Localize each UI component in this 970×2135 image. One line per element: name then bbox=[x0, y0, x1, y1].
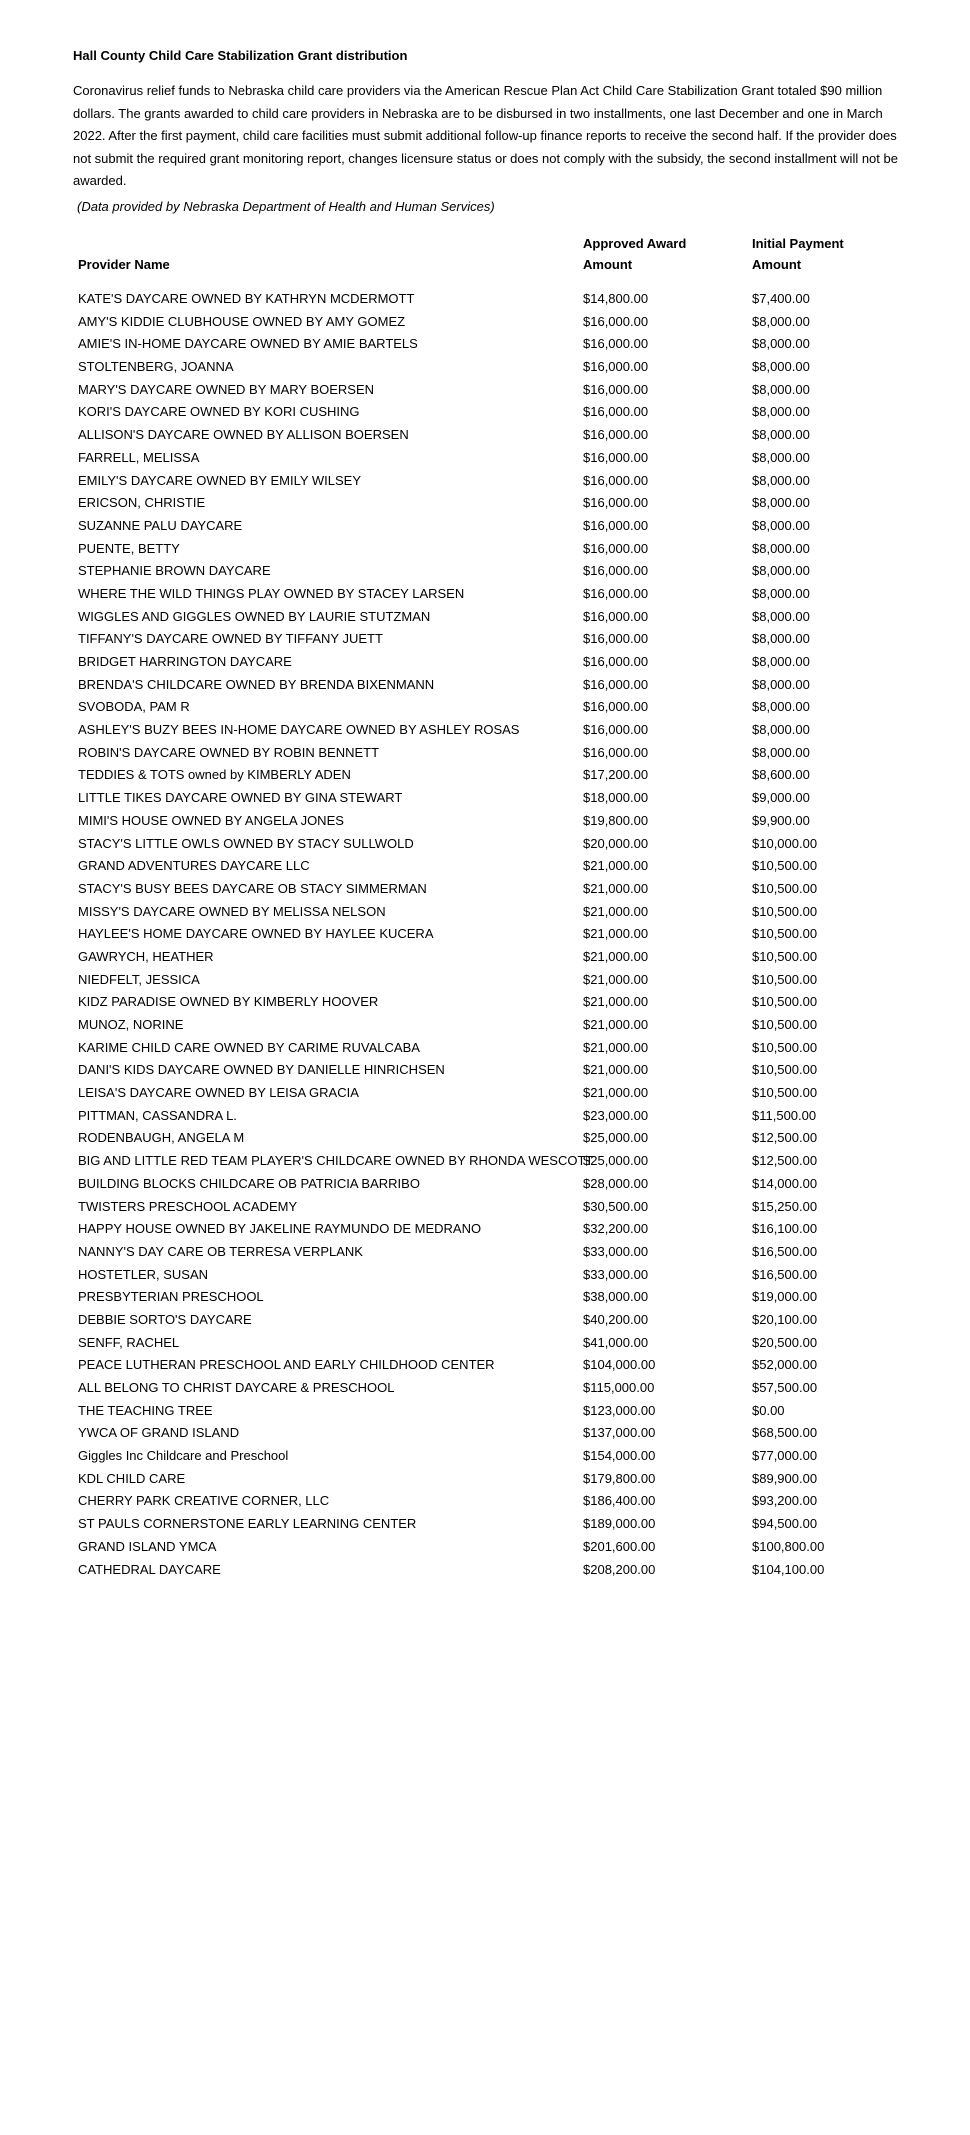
approved-award-cell: $33,000.00 bbox=[583, 1243, 649, 1259]
initial-payment-cell: $7,400.00 bbox=[752, 291, 810, 306]
table-row bbox=[73, 1332, 903, 1355]
initial-payment-cell: $8,000.00 bbox=[752, 608, 810, 624]
approved-award-cell: $16,000.00 bbox=[583, 336, 649, 352]
initial-payment-cell: $9,000.00 bbox=[752, 790, 810, 806]
provider-name-cell: ALLISON'S DAYCARE OWNED BY ALLISON BOERSEN bbox=[78, 427, 409, 443]
approved-award-cell: $16,000.00 bbox=[583, 699, 649, 715]
approved-award-cell: $208,200.00 bbox=[583, 1561, 656, 1577]
provider-name-cell: STOLTENBERG, JOANNA bbox=[78, 359, 234, 375]
provider-name-cell: ST PAULS CORNERSTONE EARLY LEARNING CENTER bbox=[78, 1516, 417, 1532]
provider-name-cell: PEACE LUTHERAN PRESCHOOL AND EARLY CHILDHOOD CENTER bbox=[78, 1357, 495, 1373]
approved-award-cell: $41,000.00 bbox=[583, 1334, 649, 1350]
approved-award-cell: $21,000.00 bbox=[583, 858, 649, 874]
approved-award-cell: $16,000.00 bbox=[583, 381, 649, 397]
initial-payment-cell: $8,000.00 bbox=[752, 313, 810, 329]
initial-payment-cell: $10,500.00 bbox=[752, 948, 818, 964]
table-row bbox=[73, 1559, 903, 1582]
initial-payment-cell: $89,900.00 bbox=[752, 1470, 818, 1486]
table-row bbox=[73, 878, 903, 901]
approved-award-cell: $137,000.00 bbox=[583, 1425, 656, 1441]
provider-name-cell: MUNOZ, NORINE bbox=[78, 1017, 184, 1032]
header-initial-payment-line1: Initial Payment bbox=[752, 236, 844, 251]
table-row bbox=[73, 1127, 903, 1150]
table-row bbox=[73, 401, 903, 424]
table-row bbox=[73, 492, 903, 515]
provider-name-cell: DEBBIE SORTO'S DAYCARE bbox=[78, 1311, 252, 1327]
approved-award-cell: $21,000.00 bbox=[583, 880, 649, 896]
initial-payment-cell: $12,500.00 bbox=[752, 1130, 818, 1146]
provider-name-cell: BRIDGET HARRINGTON DAYCARE bbox=[78, 654, 292, 669]
table-row bbox=[73, 560, 903, 583]
initial-payment-cell: $8,000.00 bbox=[752, 654, 810, 669]
provider-name-cell: WHERE THE WILD THINGS PLAY OWNED BY STACEY LARSEN bbox=[78, 585, 465, 601]
initial-payment-cell: $93,200.00 bbox=[752, 1493, 818, 1509]
provider-name-cell: ROBIN'S DAYCARE OWNED BY ROBIN BENNETT bbox=[78, 744, 380, 760]
approved-award-cell: $16,000.00 bbox=[583, 427, 649, 443]
approved-award-cell: $40,200.00 bbox=[583, 1311, 649, 1327]
table-row bbox=[73, 651, 903, 674]
approved-award-cell: $21,000.00 bbox=[583, 1039, 649, 1055]
table-row bbox=[73, 515, 903, 538]
table-row bbox=[73, 1468, 903, 1491]
initial-payment-cell: $104,100.00 bbox=[752, 1561, 825, 1577]
initial-payment-cell: $10,500.00 bbox=[752, 994, 818, 1010]
provider-name-cell: ASHLEY'S BUZY BEES IN-HOME DAYCARE OWNED BY ASHLEY ROSAS bbox=[78, 722, 520, 738]
table-row bbox=[73, 606, 903, 629]
initial-payment-cell: $10,500.00 bbox=[752, 971, 818, 987]
approved-award-cell: $28,000.00 bbox=[583, 1175, 649, 1191]
approved-award-cell: $23,000.00 bbox=[583, 1107, 649, 1123]
provider-name-cell: PUENTE, BETTY bbox=[78, 540, 180, 556]
table-row bbox=[73, 719, 903, 742]
approved-award-cell: $25,000.00 bbox=[583, 1130, 649, 1146]
approved-award-cell: $179,800.00 bbox=[583, 1470, 656, 1486]
provider-name-cell: SENFF, RACHEL bbox=[78, 1334, 180, 1350]
approved-award-cell: $14,800.00 bbox=[583, 291, 649, 306]
table-row bbox=[73, 1082, 903, 1105]
table-row bbox=[73, 333, 903, 356]
initial-payment-cell: $20,100.00 bbox=[752, 1311, 818, 1327]
table-row bbox=[73, 1150, 903, 1173]
provider-name-cell: HAYLEE'S HOME DAYCARE OWNED BY HAYLEE KUCERA bbox=[78, 926, 434, 942]
provider-name-cell: CATHEDRAL DAYCARE bbox=[78, 1561, 221, 1577]
initial-payment-cell: $8,000.00 bbox=[752, 359, 810, 375]
provider-name-cell: GRAND ISLAND YMCA bbox=[78, 1538, 217, 1554]
approved-award-cell: $186,400.00 bbox=[583, 1493, 656, 1509]
approved-award-cell: $16,000.00 bbox=[583, 654, 649, 669]
provider-name-cell: TWISTERS PRESCHOOL ACADEMY bbox=[78, 1198, 298, 1214]
table-row bbox=[73, 1059, 903, 1082]
provider-name-cell: LEISA'S DAYCARE OWNED BY LEISA GRACIA bbox=[78, 1085, 359, 1101]
provider-name-cell: ERICSON, CHRISTIE bbox=[78, 495, 206, 511]
table-row bbox=[73, 696, 903, 719]
provider-name-cell: THE TEACHING TREE bbox=[78, 1402, 213, 1418]
initial-payment-cell: $68,500.00 bbox=[752, 1425, 818, 1441]
provider-name-cell: KARIME CHILD CARE OWNED BY CARIME RUVALCABA bbox=[78, 1039, 420, 1055]
approved-award-cell: $104,000.00 bbox=[583, 1357, 656, 1373]
approved-award-cell: $201,600.00 bbox=[583, 1538, 656, 1554]
initial-payment-cell: $10,500.00 bbox=[752, 1017, 818, 1032]
initial-payment-cell: $8,000.00 bbox=[752, 517, 810, 533]
provider-name-cell: EMILY'S DAYCARE OWNED BY EMILY WILSEY bbox=[78, 472, 362, 488]
intro-paragraph: Coronavirus relief funds to Nebraska child care providers via the American Rescue Plan Act Child Care Stabilization Grant totaled $90 million dollars. The grants awarded to child care providers in Nebraska are to be disbursed in two installments, one last December and one in March 2022. After the first payment, child care facilities must submit additional follow-up finance reports to receive the second half. If the provider does not submit the required grant monitoring report, changes licensure status or does not comply with the subsidy, the second installment will not be awarded. bbox=[73, 83, 898, 188]
initial-payment-cell: $57,500.00 bbox=[752, 1380, 818, 1395]
initial-payment-cell: $9,900.00 bbox=[752, 812, 810, 828]
approved-award-cell: $21,000.00 bbox=[583, 1062, 649, 1078]
provider-name-cell: Giggles Inc Childcare and Preschool bbox=[78, 1448, 289, 1464]
approved-award-cell: $21,000.00 bbox=[583, 971, 649, 987]
approved-award-cell: $21,000.00 bbox=[583, 1017, 649, 1032]
provider-name-cell: HAPPY HOUSE OWNED BY JAKELINE RAYMUNDO DE MEDRANO bbox=[78, 1221, 482, 1237]
approved-award-cell: $19,800.00 bbox=[583, 812, 649, 828]
table-row bbox=[73, 946, 903, 969]
approved-award-cell: $16,000.00 bbox=[583, 517, 649, 533]
table-row bbox=[73, 288, 903, 311]
header-approved-award-line2: Amount bbox=[583, 257, 633, 272]
table-row bbox=[73, 1037, 903, 1060]
table-row bbox=[73, 1014, 903, 1037]
initial-payment-cell: $14,000.00 bbox=[752, 1175, 818, 1191]
approved-award-cell: $16,000.00 bbox=[583, 563, 649, 579]
table-row bbox=[73, 1400, 903, 1423]
initial-payment-cell: $8,000.00 bbox=[752, 449, 810, 465]
approved-award-cell: $18,000.00 bbox=[583, 790, 649, 806]
approved-award-cell: $123,000.00 bbox=[583, 1402, 656, 1418]
approved-award-cell: $16,000.00 bbox=[583, 744, 649, 760]
approved-award-cell: $16,000.00 bbox=[583, 404, 649, 420]
provider-name-cell: HOSTETLER, SUSAN bbox=[78, 1266, 209, 1282]
approved-award-cell: $16,000.00 bbox=[583, 449, 649, 465]
table-row bbox=[73, 379, 903, 402]
initial-payment-cell: $10,500.00 bbox=[752, 926, 818, 942]
provider-name-cell: STEPHANIE BROWN DAYCARE bbox=[78, 563, 271, 579]
table-row bbox=[73, 787, 903, 810]
initial-payment-cell: $8,000.00 bbox=[752, 699, 810, 715]
table-row bbox=[73, 470, 903, 493]
provider-name-cell: BUILDING BLOCKS CHILDCARE OB PATRICIA BARRIBO bbox=[78, 1175, 420, 1191]
table-row bbox=[73, 1196, 903, 1219]
initial-payment-cell: $10,000.00 bbox=[752, 835, 818, 851]
provider-name-cell: KIDZ PARADISE OWNED BY KIMBERLY HOOVER bbox=[78, 994, 379, 1010]
approved-award-cell: $189,000.00 bbox=[583, 1516, 656, 1532]
approved-award-cell: $16,000.00 bbox=[583, 313, 649, 329]
provider-name-cell: TEDDIES & TOTS owned by KIMBERLY ADEN bbox=[78, 767, 351, 783]
table-row bbox=[73, 1377, 903, 1400]
table-row bbox=[73, 1241, 903, 1264]
table-row bbox=[73, 1536, 903, 1559]
header-initial-payment-line2: Amount bbox=[752, 257, 802, 272]
initial-payment-cell: $0.00 bbox=[752, 1402, 785, 1418]
approved-award-cell: $115,000.00 bbox=[583, 1380, 655, 1395]
provider-name-cell: NANNY'S DAY CARE OB TERRESA VERPLANK bbox=[78, 1243, 363, 1259]
table-row bbox=[73, 1105, 903, 1128]
initial-payment-cell: $10,500.00 bbox=[752, 1039, 818, 1055]
initial-payment-cell: $16,500.00 bbox=[752, 1243, 818, 1259]
initial-payment-cell: $8,000.00 bbox=[752, 404, 810, 420]
provider-name-cell: GRAND ADVENTURES DAYCARE LLC bbox=[78, 858, 310, 874]
provider-name-cell: KATE'S DAYCARE OWNED BY KATHRYN MCDERMOTT bbox=[78, 291, 415, 306]
initial-payment-cell: $8,000.00 bbox=[752, 585, 810, 601]
table-row bbox=[73, 833, 903, 856]
initial-payment-cell: $8,000.00 bbox=[752, 744, 810, 760]
approved-award-cell: $21,000.00 bbox=[583, 948, 649, 964]
provider-name-cell: KDL CHILD CARE bbox=[78, 1470, 186, 1486]
approved-award-cell: $16,000.00 bbox=[583, 631, 649, 647]
approved-award-cell: $16,000.00 bbox=[583, 585, 649, 601]
initial-payment-cell: $10,500.00 bbox=[752, 1062, 818, 1078]
provider-name-cell: MARY'S DAYCARE OWNED BY MARY BOERSEN bbox=[78, 381, 375, 397]
approved-award-cell: $20,000.00 bbox=[583, 835, 649, 851]
header-approved-award bbox=[583, 233, 686, 275]
initial-payment-cell: $10,500.00 bbox=[752, 880, 818, 896]
approved-award-cell: $32,200.00 bbox=[583, 1221, 649, 1237]
table-row bbox=[73, 1422, 903, 1445]
initial-payment-cell: $8,000.00 bbox=[752, 563, 810, 579]
initial-payment-cell: $94,500.00 bbox=[752, 1516, 818, 1532]
approved-award-cell: $16,000.00 bbox=[583, 722, 649, 738]
initial-payment-cell: $11,500.00 bbox=[752, 1107, 817, 1123]
initial-payment-cell: $8,000.00 bbox=[752, 722, 810, 738]
initial-payment-cell: $12,500.00 bbox=[752, 1153, 818, 1169]
initial-payment-cell: $10,500.00 bbox=[752, 903, 818, 919]
initial-payment-cell: $15,250.00 bbox=[752, 1198, 818, 1214]
table-row bbox=[73, 764, 903, 787]
table-row bbox=[73, 674, 903, 697]
initial-payment-cell: $8,000.00 bbox=[752, 540, 810, 556]
table-row bbox=[73, 447, 903, 470]
initial-payment-cell: $77,000.00 bbox=[752, 1448, 818, 1464]
table-row bbox=[73, 901, 903, 924]
provider-name-cell: GAWRYCH, HEATHER bbox=[78, 948, 214, 964]
table-row bbox=[73, 742, 903, 765]
initial-payment-cell: $100,800.00 bbox=[752, 1538, 825, 1554]
table-row bbox=[73, 1490, 903, 1513]
initial-payment-cell: $8,000.00 bbox=[752, 631, 810, 647]
table-row bbox=[73, 1513, 903, 1536]
provider-name-cell: NIEDFELT, JESSICA bbox=[78, 971, 200, 987]
approved-award-cell: $33,000.00 bbox=[583, 1266, 649, 1282]
approved-award-cell: $16,000.00 bbox=[583, 676, 649, 692]
initial-payment-cell: $8,000.00 bbox=[752, 381, 810, 397]
source-note: (Data provided by Nebraska Department of Health and Human Services) bbox=[77, 199, 495, 214]
table-row bbox=[73, 1309, 903, 1332]
provider-name-cell: STACY'S LITTLE OWLS OWNED BY STACY SULLWOLD bbox=[78, 835, 414, 851]
approved-award-cell: $16,000.00 bbox=[583, 495, 649, 511]
table-row bbox=[73, 424, 903, 447]
table-row bbox=[73, 628, 903, 651]
initial-payment-cell: $8,000.00 bbox=[752, 676, 810, 692]
initial-payment-cell: $10,500.00 bbox=[752, 858, 818, 874]
provider-name-cell: MIMI'S HOUSE OWNED BY ANGELA JONES bbox=[78, 812, 344, 828]
table-row bbox=[73, 1173, 903, 1196]
approved-award-cell: $16,000.00 bbox=[583, 540, 649, 556]
initial-payment-cell: $8,000.00 bbox=[752, 427, 810, 443]
provider-name-cell: SUZANNE PALU DAYCARE bbox=[78, 517, 243, 533]
provider-name-cell: AMIE'S IN-HOME DAYCARE OWNED BY AMIE BARTELS bbox=[78, 336, 418, 352]
table-row bbox=[73, 538, 903, 561]
approved-award-cell: $25,000.00 bbox=[583, 1153, 649, 1169]
initial-payment-cell: $16,500.00 bbox=[752, 1266, 818, 1282]
table-row bbox=[73, 1218, 903, 1241]
provider-name-cell: YWCA OF GRAND ISLAND bbox=[78, 1425, 240, 1441]
provider-name-cell: STACY'S BUSY BEES DAYCARE OB STACY SIMMERMAN bbox=[78, 880, 427, 896]
table-row bbox=[73, 1445, 903, 1468]
provider-name-cell: PRESBYTERIAN PRESCHOOL bbox=[78, 1289, 264, 1305]
header-approved-award-line1: Approved Award bbox=[583, 236, 687, 251]
table-body bbox=[73, 288, 903, 1581]
table-row bbox=[73, 1354, 903, 1377]
provider-name-cell: KORI'S DAYCARE OWNED BY KORI CUSHING bbox=[78, 404, 360, 420]
provider-name-cell: WIGGLES AND GIGGLES OWNED BY LAURIE STUTZMAN bbox=[78, 608, 431, 624]
provider-name-cell: DANI'S KIDS DAYCARE OWNED BY DANIELLE HINRICHSEN bbox=[78, 1062, 445, 1078]
initial-payment-cell: $8,600.00 bbox=[752, 767, 810, 783]
initial-payment-cell: $8,000.00 bbox=[752, 336, 810, 352]
provider-name-cell: SVOBODA, PAM R bbox=[78, 699, 190, 715]
provider-name-cell: LITTLE TIKES DAYCARE OWNED BY GINA STEWART bbox=[78, 790, 403, 806]
provider-name-cell: PITTMAN, CASSANDRA L. bbox=[78, 1107, 237, 1123]
initial-payment-cell: $10,500.00 bbox=[752, 1085, 818, 1101]
table-row bbox=[73, 991, 903, 1014]
approved-award-cell: $16,000.00 bbox=[583, 472, 649, 488]
provider-name-cell: BIG AND LITTLE RED TEAM PLAYER'S CHILDCARE OWNED BY RHONDA WESCOTT bbox=[78, 1153, 594, 1169]
table-row bbox=[73, 583, 903, 606]
provider-name-cell: RODENBAUGH, ANGELA M bbox=[78, 1130, 245, 1146]
approved-award-cell: $16,000.00 bbox=[583, 359, 649, 375]
provider-name-cell: TIFFANY'S DAYCARE OWNED BY TIFFANY JUETT bbox=[78, 631, 383, 647]
approved-award-cell: $21,000.00 bbox=[583, 903, 649, 919]
header-initial-payment bbox=[752, 233, 844, 275]
initial-payment-cell: $16,100.00 bbox=[752, 1221, 818, 1237]
approved-award-cell: $21,000.00 bbox=[583, 926, 649, 942]
initial-payment-cell: $20,500.00 bbox=[752, 1334, 818, 1350]
initial-payment-cell: $8,000.00 bbox=[752, 472, 810, 488]
provider-name-cell: FARRELL, MELISSA bbox=[78, 449, 200, 465]
approved-award-cell: $21,000.00 bbox=[583, 1085, 649, 1101]
table-row bbox=[73, 855, 903, 878]
approved-award-cell: $154,000.00 bbox=[583, 1448, 656, 1464]
table-row bbox=[73, 969, 903, 992]
table-row bbox=[73, 356, 903, 379]
provider-name-cell: BRENDA'S CHILDCARE OWNED BY BRENDA BIXENMANN bbox=[78, 676, 435, 692]
table-row bbox=[73, 810, 903, 833]
approved-award-cell: $21,000.00 bbox=[583, 994, 649, 1010]
provider-name-cell: MISSY'S DAYCARE OWNED BY MELISSA NELSON bbox=[78, 903, 386, 919]
header-provider-name: Provider Name bbox=[78, 257, 170, 272]
approved-award-cell: $38,000.00 bbox=[583, 1289, 649, 1305]
provider-name-cell: ALL BELONG TO CHRIST DAYCARE & PRESCHOOL bbox=[78, 1380, 395, 1395]
approved-award-cell: $30,500.00 bbox=[583, 1198, 649, 1214]
initial-payment-cell: $19,000.00 bbox=[752, 1289, 818, 1305]
provider-name-cell: AMY'S KIDDIE CLUBHOUSE OWNED BY AMY GOMEZ bbox=[78, 313, 406, 329]
approved-award-cell: $16,000.00 bbox=[583, 608, 649, 624]
table-row bbox=[73, 1264, 903, 1287]
initial-payment-cell: $52,000.00 bbox=[752, 1357, 818, 1373]
table-header bbox=[73, 233, 903, 277]
table-row bbox=[73, 311, 903, 334]
initial-payment-cell: $8,000.00 bbox=[752, 495, 810, 511]
provider-name-cell: CHERRY PARK CREATIVE CORNER, LLC bbox=[78, 1493, 330, 1509]
table-row bbox=[73, 1286, 903, 1309]
table-row bbox=[73, 923, 903, 946]
document-title: Hall County Child Care Stabilization Grant distribution bbox=[73, 48, 408, 63]
approved-award-cell: $17,200.00 bbox=[583, 767, 649, 783]
